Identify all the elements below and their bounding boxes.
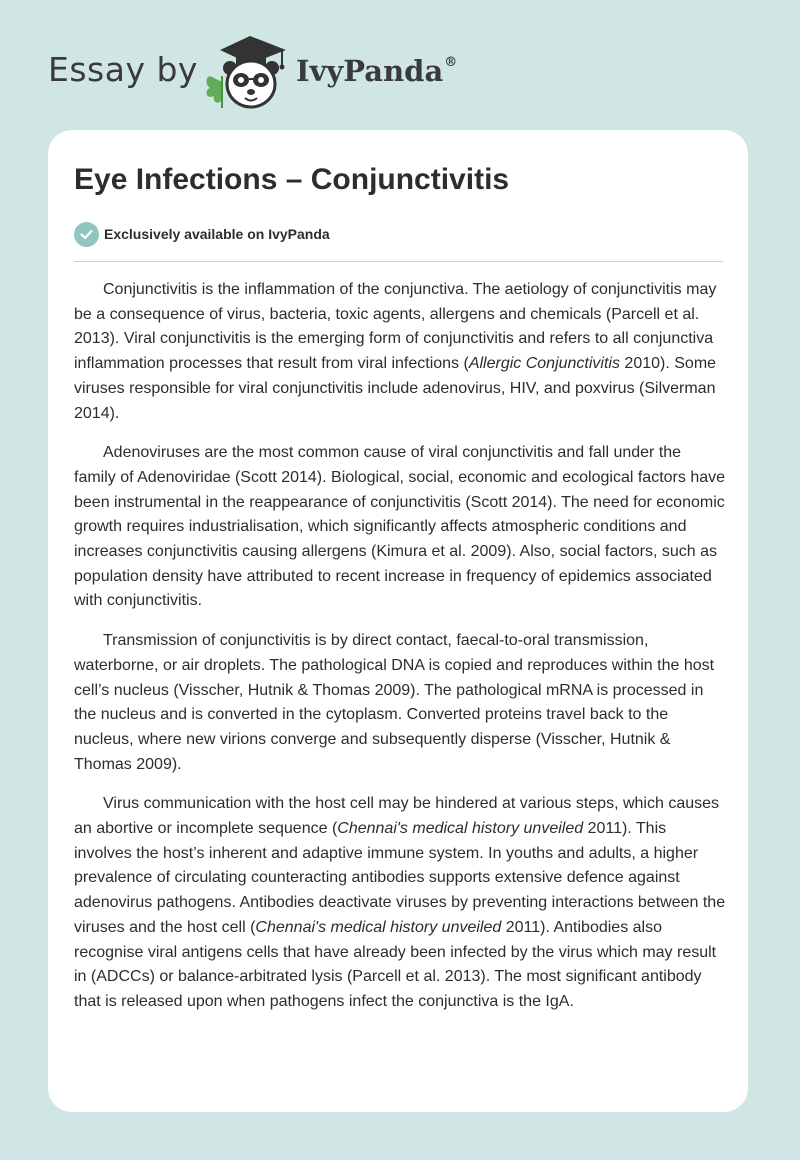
cited-title: Allergic Conjunctivitis xyxy=(468,355,620,373)
leaf-icon xyxy=(207,76,222,108)
brand-name[interactable] xyxy=(296,54,457,88)
paragraph-text: Transmission of conjunctivitis is by direct contact, faecal-to-oral transmission, waterborne, or air droplets. The pathological DNA is copied and reproduces within the host cell’s nucleus (Visscher, Hutnik & Thomas 2009). The pathological mRNA is processed in the nucleus and is converted in the cytoplasm. Converted proteins travel back to the nucleus, where new virions converge and subsequently disperse (Visscher, Hutnik & Thomas 2009). xyxy=(74,632,715,773)
paragraph-text: 2011). Antibodies also recognise viral antigens cells that have already been infected by the virus which may result in (ADCCs) or balance-arbitrated lysis (Parcell et al. 2013). The most significant antibody that is released upon when pathogens infect the conjunctiva is the IgA. xyxy=(74,918,717,1010)
check-icon xyxy=(74,222,99,247)
paragraph-text: Virus communication with the host cell may be hindered at various steps, which causes an abortive or incomplete sequence ( xyxy=(74,795,720,838)
exclusive-badge xyxy=(74,221,330,247)
page-title: Eye Infections – Conjunctivitis xyxy=(74,163,510,196)
paragraph-text: 2011). This involves the host’s inherent and adaptive immune system. In youths and adults, a higher prevalence of circulating counteracting antibodies supports extensive defence against adenovirus pathogens. Antibodies deactivate viruses by preventing interactions between the viruses and the host cell ( xyxy=(74,820,726,936)
cited-title: Chennai's medical history unveiled xyxy=(337,820,584,838)
brand-label: IvyPanda xyxy=(296,54,444,88)
paragraph-text: Conjunctivitis is the inflammation of the conjunctiva. The aetiology of conjunctivitis may be a consequence of virus, bacteria, toxic agents, allergens and chemicals (Parcell et al. 2013). Viral conjunctivitis is the emerging form of conjunctivitis and refers to all conjunctiva inflammation processes that result from viral infections ( xyxy=(74,281,717,373)
cited-title: Chennai's medical history unveiled xyxy=(255,918,502,936)
paragraph-text: 2010). Some viruses responsible for viral conjunctivitis include adenovirus, HIV, and poxvirus (Silverman 2014). xyxy=(74,355,717,422)
paragraph xyxy=(74,792,726,1014)
article-body xyxy=(74,278,726,1015)
essay-by-label: Essay by xyxy=(48,50,198,89)
divider xyxy=(74,261,723,262)
paragraph-text: Adenoviruses are the most common cause of viral conjunctivitis and fall under the family of Adenoviridae (Scott 2014). Biological, social, economic and ecological factors have been instrumental in the reappearance of conjunctivitis (Scott 2014). The need for economic growth requires industrialisation, which significantly affects atmospheric conditions and increases conjunctivitis causing allergens (Kimura et al. 2009). Also, social factors, such as population density have attributed to recent increase in frequency of epidemics associated with conjunctivitis. xyxy=(74,444,726,610)
paragraph xyxy=(74,278,726,426)
panda-logo-icon[interactable] xyxy=(200,32,292,112)
paragraph xyxy=(74,629,726,777)
registered-mark: ® xyxy=(444,55,458,71)
badge-label: Exclusively available on IvyPanda xyxy=(104,226,330,242)
paragraph xyxy=(74,441,726,614)
site-header xyxy=(0,0,800,130)
